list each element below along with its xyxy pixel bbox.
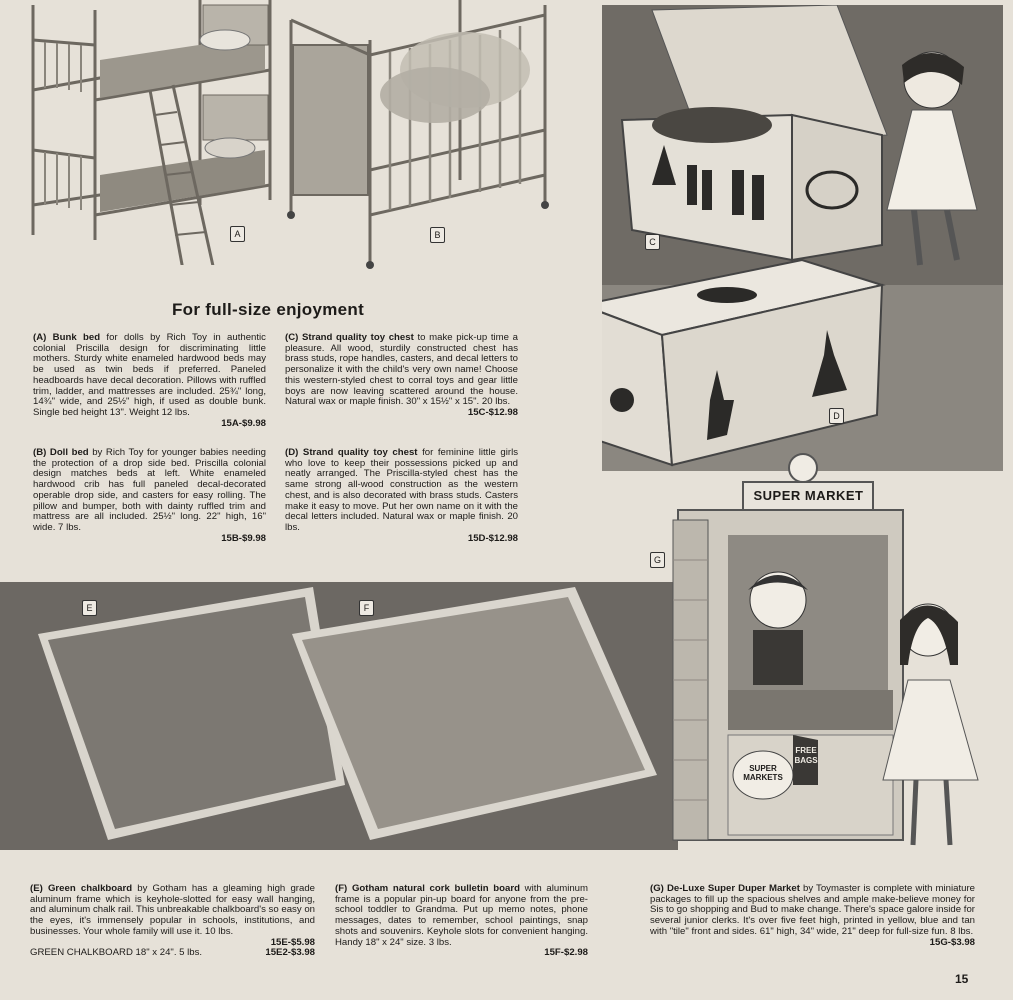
label-c: C [645,234,660,250]
item-b-description [33,448,266,544]
item-d-price: 15D-$12.98 [467,532,518,544]
item-g-description [650,884,975,948]
item-c-price: 15C-$12.98 [467,406,518,418]
item-b-price: 15B-$9.98 [221,532,266,544]
doll-bed-illustration [285,0,550,270]
item-g-text: by Toymaster is complete with miniature packages to fill up the spacious shelves and ample make-believe money for Sis to go shopping and Bud to make change. There's space galore inside for several junior clerks. It's over five feet high, printed in yellow, blue and tan with "tile" front and sides. 61" high, 34" wide, 21" deep for full-size fun. 8 lbs. [650,883,975,937]
label-a: A [230,226,245,242]
item-d-description [285,448,518,544]
item-c-description [285,333,518,419]
super-market-sign: SUPER MARKET [753,488,864,503]
toy-chest-drawing [602,5,1003,471]
label-g: G [650,552,665,568]
item-e-extra-row [30,948,315,959]
item-e-title: (E) Green chalkboard [30,883,133,894]
item-g-price: 15G-$3.98 [929,936,975,948]
item-b-text: by Rich Toy for younger babies needing the protection of a drop side bed. Priscilla colonial design matches beds at left. White enameled hardwood crib has full paneled decal-decorated operable drop side, and casters for easy rolling. The pillow and bumper, both with dainty ruffled trim and mattress are all included. 25½" long. 22" high, 16" wide. 7 lbs. [33,447,266,533]
item-e-extra-price: 15E2-$3.98 [265,947,315,959]
item-f-description [335,884,588,959]
item-c-text: to make pick-up time a pleasure. All wood, sturdily constructed chest has brass studs, rope handles, casters, and decal letters to personalize it with the child's very own name! Choose this western-styled chest to corral toys and gear little boys are now leaving scattered around the house. Natural wax or maple finish. 30" x 15½" x 15". 20 lbs. [285,332,518,408]
item-b-title: (B) Doll bed [33,447,89,458]
free-bags-badge: FREE BAGS [794,746,818,765]
super-markets-panel: SUPER MARKETS [743,764,783,782]
item-c-title: (C) Strand quality toy chest [285,332,414,343]
item-f-title: (F) Gotham natural cork bulletin board [335,883,520,894]
item-a-text: for dolls by Rich Toy in authentic colonial Priscilla design for discriminating little mothers. Sturdy white enameled hardwood beds may be used as twin beds if preferred. Paneled headboards have decal decoration. Pillows with ruffled trim, ladder, and mattresses are included. 25¾" long, 14¾" wide, and 25½" high, if used as double bunk. Single bed height 13". Weight 12 lbs. [33,332,266,418]
item-e-description [30,884,315,959]
item-f-text: with aluminum frame is a popular pin-up board for anyone from the pre-school toddler to Grandma. Put up memo notes, phone messages, dates to remember, school paintings, snap shots and souvenirs. Keyhole slots for convenient hanging. Handy 18" x 24" size. 3 lbs. [335,883,588,948]
item-a-description [33,333,266,429]
boards-illustration [0,582,678,850]
doll-bed-drawing [285,0,550,270]
toy-chest-illustration [602,5,1003,471]
item-e-price: 15E-$5.98 [270,936,315,948]
label-e: E [82,600,97,616]
item-g-title: (G) De-Luxe Super Duper Market [650,883,800,894]
label-d: D [829,408,844,424]
boards-drawing [0,582,678,850]
item-d-title: (D) Strand quality toy chest [285,447,418,458]
label-f: F [359,600,374,616]
item-a-price: 15A-$9.98 [221,417,266,429]
page-number: 15 [955,972,969,986]
super-market-drawing [668,450,988,855]
section-heading: For full-size enjoyment [172,300,365,319]
item-d-text: for feminine little girls who love to keep their possessions picked up and neatly arranged. The Priscilla-styled chest has the same strong all-wood construction as the western chest, and is also decorated with brass studs. Casters make it easy to move. Put her own name on it with the decal letters included. Natural wax or maple finish. 20 lbs. [285,447,518,533]
item-f-price: 15F-$2.98 [544,947,588,959]
item-e-text: by Gotham has a gleaming high grade aluminum frame which is keyhole-slotted for easy wall hanging, and aluminum chalk rail. This unbreakable chalkboard's so easy on the eyes, it's immensely popular in schools, institutions, and businesses. Your whole family will use it. 10 lbs. [30,883,315,937]
label-b: B [430,227,445,243]
super-market-illustration [668,450,988,855]
item-e-extra-line: GREEN CHALKBOARD 18" x 24". 5 lbs. [30,947,203,959]
item-a-title: (A) Bunk bed [33,332,101,343]
